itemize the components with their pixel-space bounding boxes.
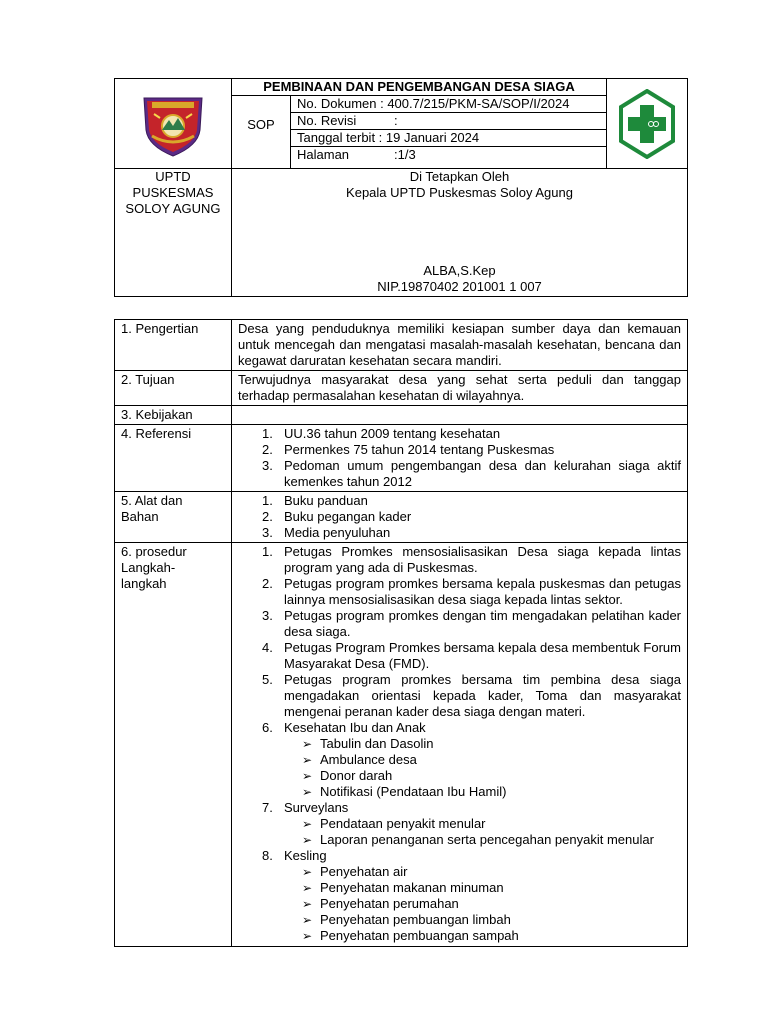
list-item: 2. Permenkes 75 tahun 2014 tentang Puskesmas <box>262 442 555 457</box>
list-item: 2. Buku pegangan kader <box>262 509 412 524</box>
sub-item: ➢ Penyehatan pembuangan limbah <box>302 912 511 927</box>
no-revisi-label: No. Revisi <box>297 113 357 128</box>
procedure-step: 7. Surveylans ➢ Pendataan penyakit menular ➢ Laporan penanganan serta pencegahan penyakit menular <box>238 800 681 848</box>
tujuan-label: 2. Tujuan <box>115 371 232 406</box>
sop-label: SOP <box>232 96 291 169</box>
sub-item: ➢ Notifikasi (Pendataan Ibu Hamil) <box>302 784 507 799</box>
ditetapkan-oleh: Di Tetapkan Oleh <box>409 169 510 184</box>
pengertian-label: 1. Pengertian <box>115 320 232 371</box>
no-dokumen: No. Dokumen : 400.7/215/PKM-SA/SOP/I/2024 <box>291 96 607 113</box>
header-table <box>114 78 688 297</box>
sub-item: ➢ Penyehatan air <box>302 864 408 879</box>
no-revisi-value: : <box>394 113 398 128</box>
list-item: 1. Buku panduan <box>262 493 368 508</box>
referensi-list <box>232 425 688 492</box>
halaman-value: :1/3 <box>394 147 416 162</box>
org-line-3: SOLOY AGUNG <box>125 201 221 216</box>
puskesmas-logo-icon <box>618 89 676 159</box>
list-item: 1. UU.36 tahun 2009 tentang kesehatan <box>262 426 501 441</box>
sub-item: ➢ Ambulance desa <box>302 752 417 767</box>
list-item: 3. Media penyuluhan <box>262 525 391 540</box>
prosedur-label: 6. prosedur Langkah- langkah <box>115 543 232 947</box>
referensi-label: 4. Referensi <box>115 425 232 492</box>
org-line-2: PUSKESMAS <box>132 185 214 200</box>
procedure-step: 3. Petugas program promkes dengan tim mengadakan pelatihan kader desa siaga. <box>262 608 681 639</box>
pengertian-text: Desa yang penduduknya memiliki kesiapan sumber daya dan kemauan untuk mencegah dan mengatasi masalah-masalah kesehatan, bencana dan kegawat daruratan kesehatan secara mandiri. <box>232 320 688 371</box>
sub-item: ➢ Pendataan penyakit menular <box>302 816 486 831</box>
procedure-step: 1. Petugas Promkes mensosialisasikan Desa siaga kepada lintas program yang ada di Puskesmas. <box>262 544 681 575</box>
organization-cell <box>115 169 232 297</box>
sub-item: ➢ Penyehatan makanan minuman <box>302 880 504 895</box>
halaman-label: Halaman <box>297 147 350 162</box>
procedure-step: 8. Kesling ➢ Penyehatan air ➢ Penyehatan makanan minuman ➢ Penyehatan perumahan ➢ Penyehatan pembuangan limbah ➢ Penyehatan pembuangan sampah <box>238 848 681 944</box>
halaman-row <box>291 147 607 169</box>
prosedur-list <box>232 543 688 947</box>
alat-list <box>232 492 688 543</box>
procedure-step: 5. Petugas program promkes bersama tim pembina desa siaga mengadakan orientasi kepada kader, Toma dan masyarakat mengenai peranan kader desa siaga dengan materi. <box>262 672 681 719</box>
sub-item: ➢ Penyehatan pembuangan sampah <box>302 928 519 943</box>
list-item: 3. Pedoman umum pengembangan desa dan kelurahan siaga aktif kemenkes tahun 2012 <box>262 458 681 489</box>
procedure-step: 6. Kesehatan Ibu dan Anak ➢ Tabulin dan Dasolin ➢ Ambulance desa ➢ Donor darah ➢ Notifikasi (Pendataan Ibu Hamil) <box>238 720 681 800</box>
alat-label: 5. Alat dan Bahan <box>115 492 232 543</box>
signer-nip: NIP.19870402 201001 1 007 <box>377 279 542 294</box>
document-title: PEMBINAAN DAN PENGEMBANGAN DESA SIAGA <box>232 79 607 96</box>
sop-content-table <box>114 319 688 947</box>
logo-cell <box>607 79 688 169</box>
procedure-step: 2. Petugas program promkes bersama kepala puskesmas dan petugas lainnya mensosialisasikan desa siaga kepada lintas sektor. <box>262 576 681 607</box>
tanggal-terbit: Tanggal terbit : 19 Januari 2024 <box>291 130 607 147</box>
approval-cell <box>232 169 688 297</box>
signer-name: ALBA,S.Kep <box>423 263 496 278</box>
sub-item: ➢ Donor darah <box>302 768 393 783</box>
org-line-1: UPTD <box>155 169 191 184</box>
regional-emblem-icon <box>138 90 208 160</box>
sub-item: ➢ Tabulin dan Dasolin <box>302 736 434 751</box>
tujuan-text: Terwujudnya masyarakat desa yang sehat serta peduli dan tanggap terhadap permasalahan kesehatan di wilayahnya. <box>232 371 688 406</box>
emblem-cell <box>115 79 232 169</box>
no-revisi-row <box>291 113 607 130</box>
kebijakan-text <box>232 406 688 425</box>
sub-item: ➢ Laporan penanganan serta pencegahan penyakit menular <box>302 832 654 847</box>
sub-item: ➢ Penyehatan perumahan <box>302 896 459 911</box>
kepala-puskesmas: Kepala UPTD Puskesmas Soloy Agung <box>346 185 573 200</box>
procedure-step: 4. Petugas Program Promkes bersama kepala desa membentuk Forum Masyarakat Desa (FMD). <box>262 640 681 671</box>
kebijakan-label: 3. Kebijakan <box>115 406 232 425</box>
